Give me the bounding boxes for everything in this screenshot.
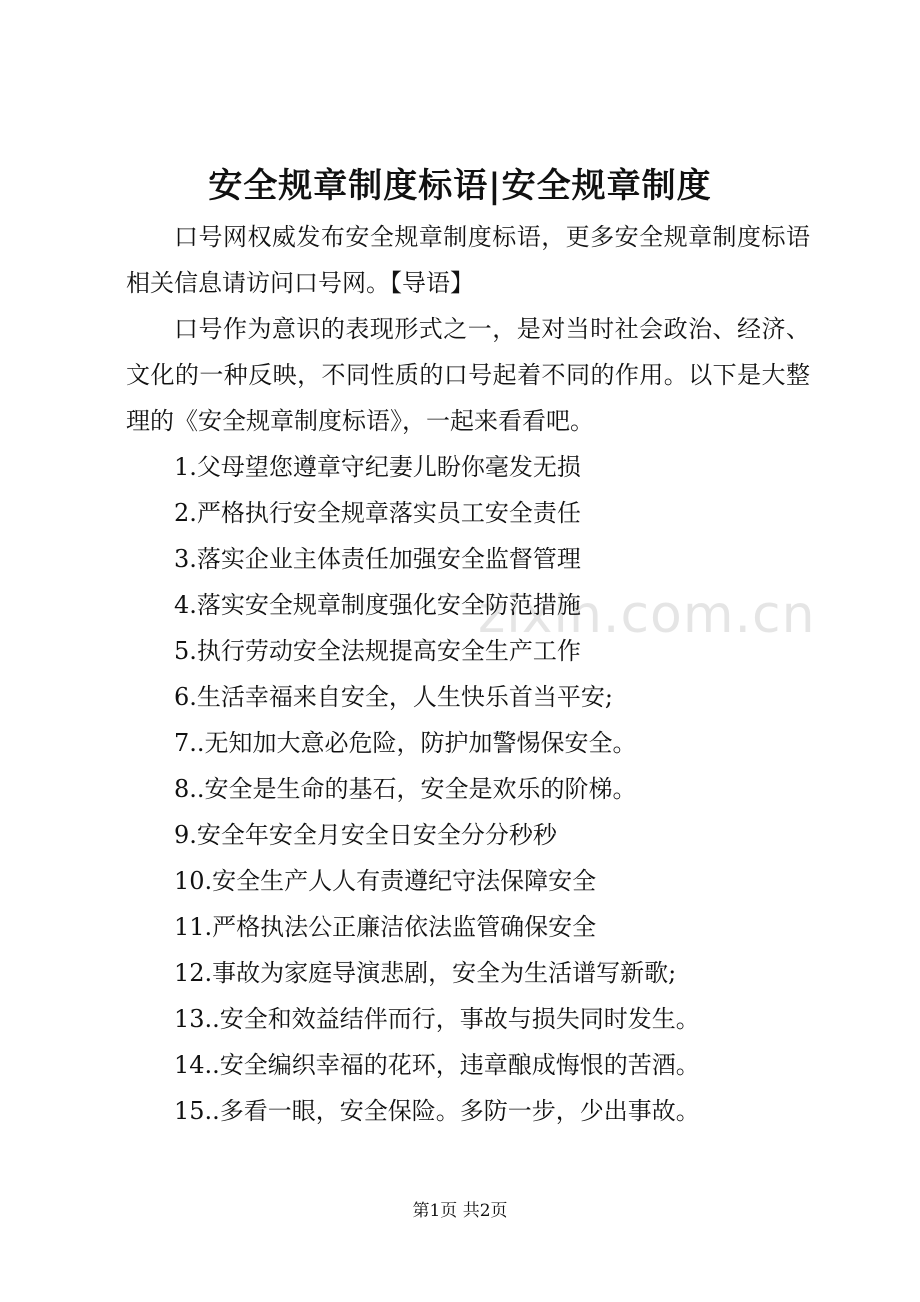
slogan-list xyxy=(126,444,810,1134)
list-item: 1.父母望您遵章守纪妻儿盼你毫发无损 xyxy=(174,453,581,481)
intro-paragraph-2: 口号作为意识的表现形式之一，是对当时社会政治、经济、文化的一种反映，不同性质的口号起着不同的作用。以下是大整理的《安全规章制度标语》，一起来看看吧。 xyxy=(126,315,810,435)
list-item: 6.生活幸福来自安全，人生快乐首当平安; xyxy=(174,683,613,711)
page-footer: 第1页 共2页 xyxy=(412,1201,508,1221)
document-body xyxy=(126,214,810,1134)
list-item: 3.落实企业主体责任加强安全监督管理 xyxy=(174,545,581,573)
list-item: 7..无知加大意必危险，防护加警惕保安全。 xyxy=(174,729,637,757)
list-item: 12.事故为家庭导演悲剧，安全为生活谱写新歌; xyxy=(174,959,677,987)
list-item: 15..多看一眼，安全保险。多防一步，少出事故。 xyxy=(174,1097,700,1125)
list-item: 10.安全生产人人有责遵纪守法保障安全 xyxy=(174,867,597,895)
intro-paragraph-1: 口号网权威发布安全规章制度标语，更多安全规章制度标语相关信息请访问口号网。【导语】 xyxy=(126,223,810,297)
list-item: 11.严格执法公正廉洁依法监管确保安全 xyxy=(174,913,597,941)
list-item: 2.严格执行安全规章落实员工安全责任 xyxy=(174,499,581,527)
list-item: 9.安全年安全月安全日安全分分秒秒 xyxy=(174,821,557,849)
list-item: 5.执行劳动安全法规提高安全生产工作 xyxy=(174,637,581,665)
list-item: 13..安全和效益结伴而行，事故与损失同时发生。 xyxy=(174,1005,700,1033)
list-item: 4.落实安全规章制度强化安全防范措施 xyxy=(174,591,581,619)
watermark: zixin.com.cn xyxy=(478,585,816,645)
document-title: 安全规章制度标语|安全规章制度 xyxy=(208,166,712,206)
list-item: 14..安全编织幸福的花环，违章酿成悔恨的苦酒。 xyxy=(174,1051,700,1079)
list-item: 8..安全是生命的基石，安全是欢乐的阶梯。 xyxy=(174,775,637,803)
